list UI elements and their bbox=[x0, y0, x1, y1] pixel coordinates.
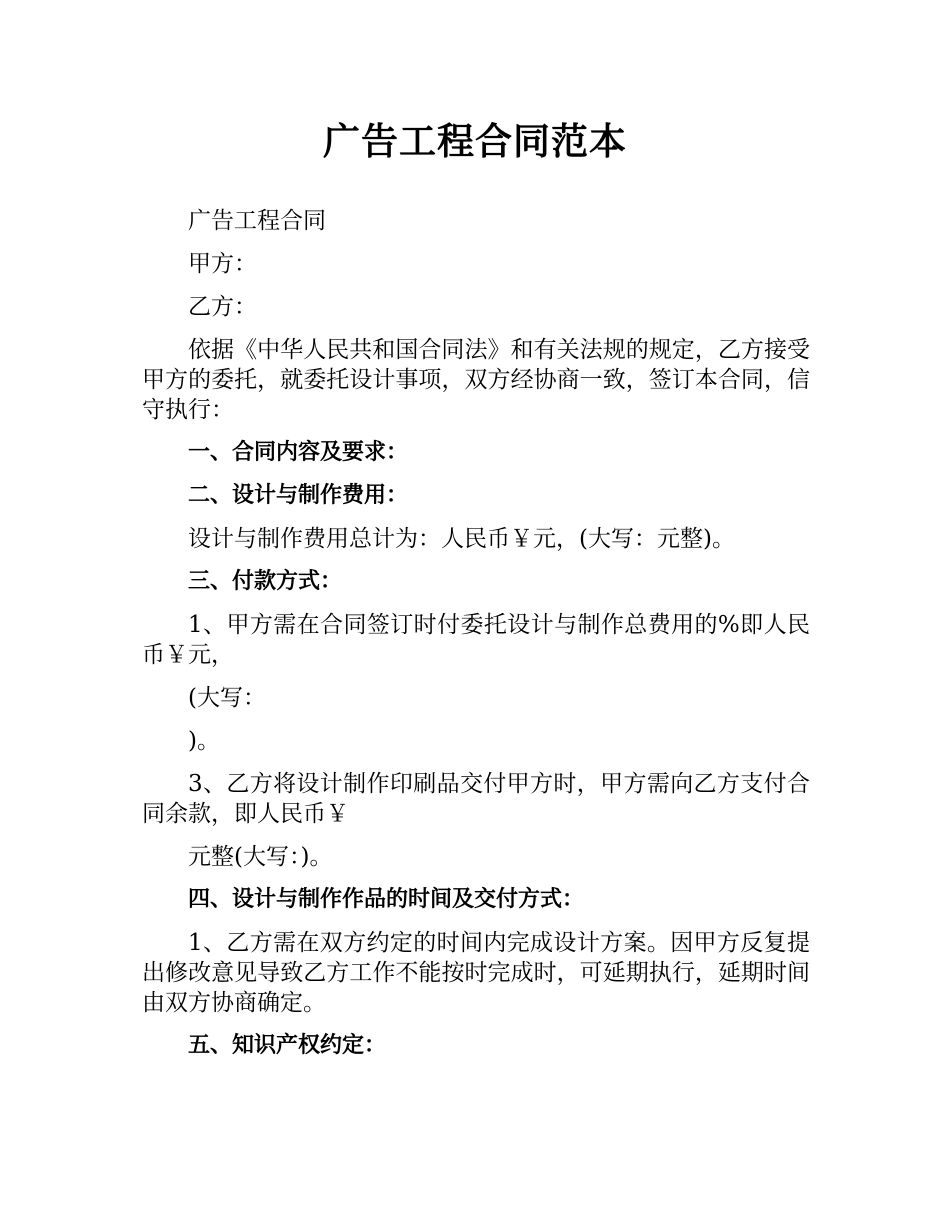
section-heading-payment: 三、付款方式： bbox=[188, 569, 343, 594]
paragraph-fee-total: 设计与制作费用总计为：人民币￥元，(大写：元整)。 bbox=[188, 526, 735, 552]
paragraph-preamble: 依据《中华人民共和国合同法》和有关法规的规定，乙方接受甲方的委托，就委托设计事项，双方经协商一致，签订本合同，信守执行： bbox=[142, 337, 810, 423]
section-heading-delivery: 四、设计与制作作品的时间及交付方式： bbox=[188, 887, 585, 912]
paragraph-party-b: 乙方： bbox=[188, 294, 257, 320]
paragraph-payment-3-amount: 元整(大写：)。 bbox=[188, 844, 333, 870]
paragraph-party-a: 甲方： bbox=[188, 251, 257, 277]
document-title: 广告工程合同范本 bbox=[323, 120, 627, 163]
paragraph-contract-name: 广告工程合同 bbox=[188, 208, 326, 234]
paragraph-payment-capital-open: (大写： bbox=[188, 685, 266, 711]
paragraph-payment-3: 3、乙方将设计制作印刷品交付甲方时，甲方需向乙方支付合同余款，即人民币￥ bbox=[142, 771, 810, 827]
paragraph-delivery-1: 1、乙方需在双方约定的时间内完成设计方案。因甲方反复提出修改意见导致乙方工作不能按时完成时，可延期执行，延期时间由双方协商确定。 bbox=[142, 930, 810, 1016]
document-body bbox=[142, 202, 810, 1074]
section-heading-contract-content: 一、合同内容及要求： bbox=[188, 440, 409, 465]
paragraph-payment-capital-close: )。 bbox=[188, 728, 220, 754]
paragraph-payment-1: 1、甲方需在合同签订时付委托设计与制作总费用的%即人民币￥元， bbox=[142, 612, 810, 668]
section-heading-ip: 五、知识产权约定： bbox=[188, 1033, 387, 1058]
section-heading-fees: 二、设计与制作费用： bbox=[188, 483, 409, 508]
